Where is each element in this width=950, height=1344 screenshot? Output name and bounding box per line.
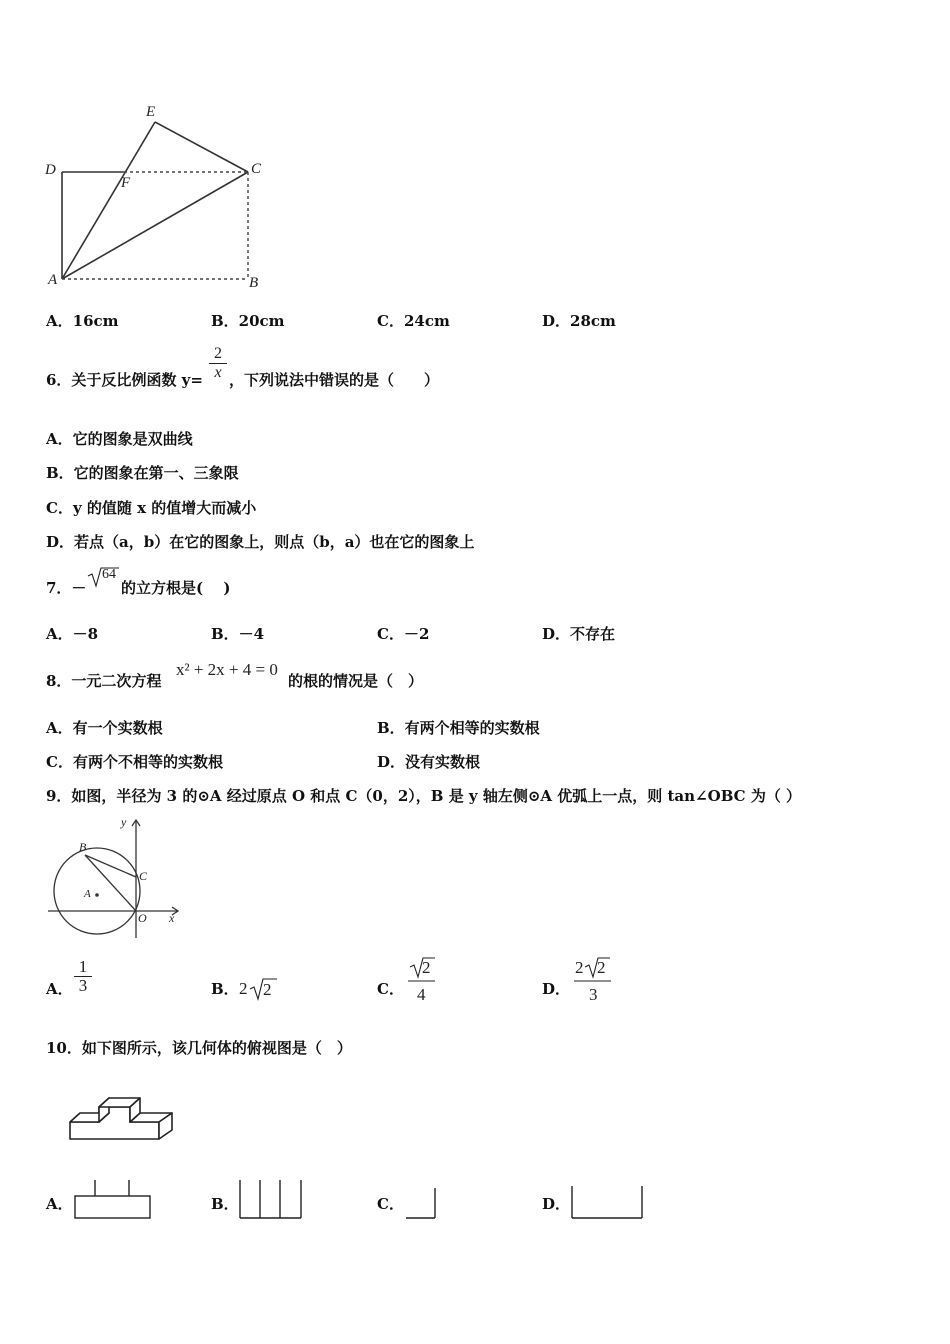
q5-option-d[interactable]: D．28cm: [542, 312, 616, 330]
q9-option-c-letter[interactable]: C．: [377, 980, 404, 998]
q7-option-b[interactable]: B．－4: [211, 625, 265, 643]
label-B: B: [79, 840, 87, 854]
q9-a-num: 1: [78, 957, 88, 976]
q8-stem-suffix: 的根的情况是（ ）: [288, 672, 424, 690]
q9-option-a-letter[interactable]: A．: [46, 980, 73, 998]
label-B: B: [249, 275, 259, 291]
q6-option-a[interactable]: A．它的图象是双曲线: [46, 430, 193, 448]
q10-stem: 10．如下图所示，该几何体的俯视图是（ ）: [46, 1039, 352, 1057]
q9-a-den: 3: [78, 976, 88, 995]
q6-frac-den: x: [214, 364, 222, 381]
q6-option-b[interactable]: B．它的图象在第一、三象限: [46, 464, 239, 482]
label-A: A: [48, 272, 58, 288]
q8-option-a[interactable]: A．有一个实数根: [46, 719, 163, 737]
q9-option-b-letter[interactable]: B．: [211, 980, 239, 998]
label-y: y: [121, 815, 127, 829]
q8-stem-prefix: 8．一元二次方程: [46, 672, 162, 690]
q7-stem-prefix: 7．－: [46, 579, 87, 597]
q9-b-radicand: 2: [263, 980, 272, 999]
q7-stem-suffix: 的立方根是( ): [121, 579, 231, 597]
q8-option-d[interactable]: D．没有实数根: [377, 753, 481, 771]
q7-option-a[interactable]: A．－8: [46, 625, 99, 643]
q7-radicand: 64: [102, 567, 116, 582]
label-O: O: [138, 911, 147, 925]
q8-equation: x² + 2x + 4 = 0: [176, 660, 278, 679]
q10-option-a-letter[interactable]: A．: [46, 1195, 73, 1213]
q10-option-d-letter[interactable]: D．: [542, 1195, 571, 1213]
q6-option-d[interactable]: D．若点（a，b）在它的图象上，则点（b，a）也在它的图象上: [46, 533, 475, 551]
q6-stem-suffix: ，下列说法中错误的是（ ）: [229, 371, 440, 389]
q6-option-c[interactable]: C．y 的值随 x 的值增大而减小: [46, 499, 257, 517]
q9-option-d-letter[interactable]: D．: [542, 980, 571, 998]
q10-option-b-letter[interactable]: B．: [211, 1195, 239, 1213]
front-face: [70, 1107, 159, 1139]
q9-d-radicand: 2: [597, 958, 606, 977]
label-x: x: [169, 911, 175, 925]
q9-c-den: 4: [417, 985, 426, 1004]
q10-option-c-view[interactable]: [405, 1178, 439, 1222]
label-D: D: [45, 162, 56, 178]
label-C: C: [251, 161, 262, 177]
q10-option-c-letter[interactable]: C．: [377, 1195, 404, 1213]
q5-option-a[interactable]: A．16cm: [46, 312, 119, 330]
q9-stem: 9．如图，半径为 3 的⊙A 经过原点 O 和点 C（0，2），B 是 y 轴左侧⊙A 优弧上一点，则 tan∠OBC 为（ ）: [46, 787, 802, 805]
q10-option-b-view[interactable]: [239, 1178, 305, 1222]
q9-c-radicand: 2: [422, 958, 431, 977]
q9-b-coef: 2: [239, 979, 248, 998]
label-F: F: [121, 175, 131, 191]
label-C: C: [139, 869, 148, 883]
q9-d-coef: 2: [575, 958, 584, 977]
q7-option-d[interactable]: D．不存在: [542, 625, 616, 643]
q5-option-c[interactable]: C．24cm: [377, 312, 450, 330]
q10-option-d-view[interactable]: [570, 1178, 646, 1222]
q5-option-b[interactable]: B．20cm: [211, 312, 285, 330]
label-A: A: [84, 888, 91, 900]
q6-frac-num: 2: [214, 345, 222, 362]
q8-option-b[interactable]: B．有两个相等的实数根: [377, 719, 540, 737]
label-E: E: [146, 104, 156, 120]
q7-option-c[interactable]: C．－2: [377, 625, 430, 643]
q6-stem-prefix: 6．关于反比例函数 y=: [46, 371, 203, 389]
q9-d-den: 3: [589, 985, 598, 1004]
q8-option-c[interactable]: C．有两个不相等的实数根: [46, 753, 223, 771]
q10-option-a-view[interactable]: [74, 1178, 154, 1222]
